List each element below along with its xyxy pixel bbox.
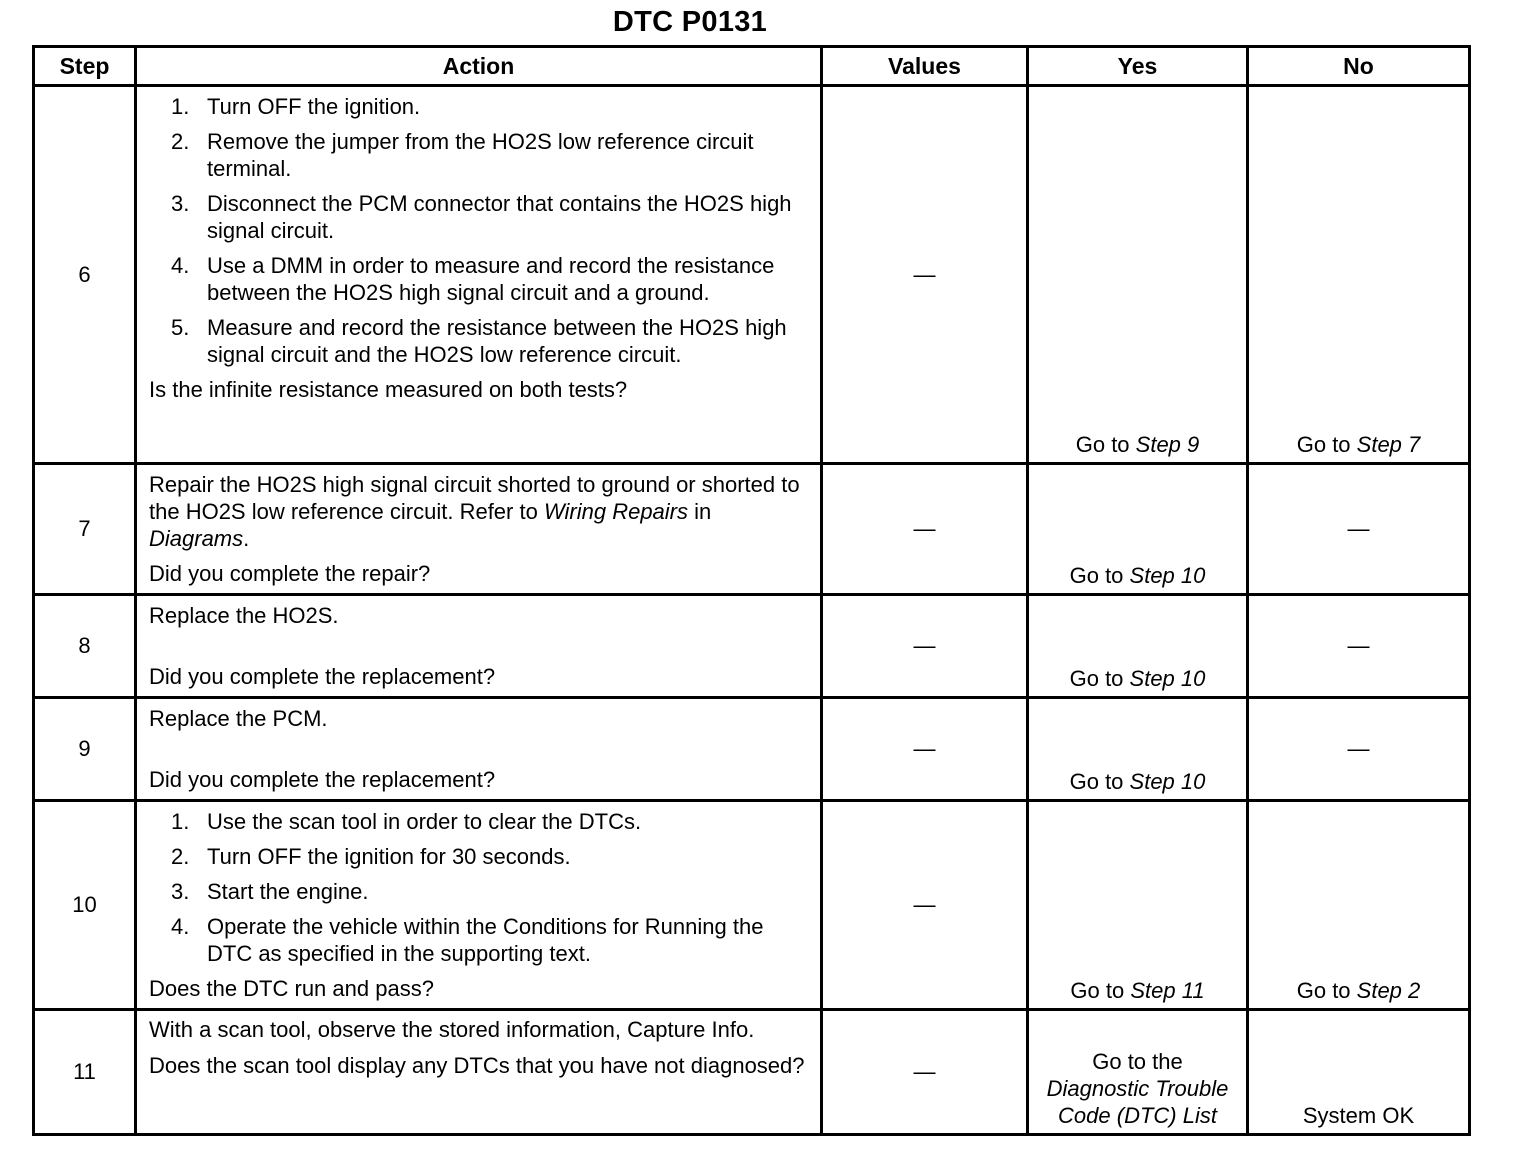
no-cell: — xyxy=(1248,595,1470,698)
action-question: Does the scan tool display any DTCs that you have not diagnosed? xyxy=(149,1053,805,1078)
no-cell: Go to Step 2 xyxy=(1248,801,1470,1010)
step-link[interactable]: Step 11 xyxy=(1130,978,1205,1003)
reference-link[interactable]: Diagrams xyxy=(149,526,244,551)
diagnostic-table xyxy=(32,45,1471,1136)
action-question: Did you complete the replacement? xyxy=(149,664,496,689)
no-cell: System OK xyxy=(1248,1010,1470,1135)
page-title: DTC P0131 xyxy=(612,6,768,38)
step-number: 10 xyxy=(34,801,136,1010)
table-row-step-11 xyxy=(34,1010,1470,1135)
action-cell xyxy=(136,86,822,464)
list-item: 3. Start the engine. xyxy=(171,879,369,904)
header-no: No xyxy=(1248,47,1470,86)
values-cell: — xyxy=(822,801,1028,1010)
header-values: Values xyxy=(822,47,1028,86)
yes-cell: Go to Step 10 xyxy=(1028,464,1248,595)
action-text: Replace the PCM. xyxy=(149,706,328,731)
dtc-list-link[interactable]: Diagnostic Trouble Code (DTC) List xyxy=(1046,1076,1229,1128)
step-link[interactable]: Step 10 xyxy=(1129,563,1206,588)
step-number: 8 xyxy=(34,595,136,698)
step-link[interactable]: Step 9 xyxy=(1135,432,1200,457)
action-list xyxy=(149,93,810,368)
values-cell: — xyxy=(822,464,1028,595)
table-row-step-6 xyxy=(34,86,1470,464)
step-link[interactable]: Step 2 xyxy=(1356,978,1421,1003)
values-cell: — xyxy=(822,595,1028,698)
action-cell xyxy=(136,464,822,595)
list-item: 3. Disconnect the PCM connector that contains the HO2S high signal circuit. xyxy=(171,191,792,243)
action-question: Did you complete the replacement? xyxy=(149,767,496,792)
no-cell: — xyxy=(1248,464,1470,595)
list-item: 4. Use a DMM in order to measure and record the resistance between the HO2S high signal circuit and a ground. xyxy=(171,253,775,305)
yes-cell: Go to Step 10 xyxy=(1028,698,1248,801)
header-row xyxy=(34,47,1470,86)
step-number: 11 xyxy=(34,1010,136,1135)
table-row-step-9 xyxy=(34,698,1470,801)
action-question: Did you complete the repair? xyxy=(149,561,431,586)
reference-link[interactable]: Wiring Repairs xyxy=(543,499,689,524)
step-number: 6 xyxy=(34,86,136,464)
action-question: Is the infinite resistance measured on both tests? xyxy=(149,377,628,402)
values-cell: — xyxy=(822,86,1028,464)
action-text: Repair the HO2S high signal circuit shorted to ground or shorted to the HO2S low reference circuit. Refer to Wiring Repairs in Diagrams. xyxy=(149,472,800,551)
list-item: 1. Use the scan tool in order to clear the DTCs. xyxy=(171,809,642,834)
step-number: 9 xyxy=(34,698,136,801)
step-link[interactable]: Step 10 xyxy=(1129,666,1206,691)
step-link[interactable]: Step 7 xyxy=(1356,432,1421,457)
header-yes: Yes xyxy=(1028,47,1248,86)
list-item: 2. Turn OFF the ignition for 30 seconds. xyxy=(171,844,571,869)
no-cell: Go to Step 7 xyxy=(1248,86,1470,464)
values-cell: — xyxy=(822,698,1028,801)
table-row-step-7 xyxy=(34,464,1470,595)
table-row-step-10 xyxy=(34,801,1470,1010)
no-cell: — xyxy=(1248,698,1470,801)
list-item: 1. Turn OFF the ignition. xyxy=(171,94,421,119)
header-step: Step xyxy=(34,47,136,86)
yes-prefix: Go to the xyxy=(1092,1049,1183,1074)
list-item: 5. Measure and record the resistance between the HO2S high signal circuit and the HO2S low reference circuit. xyxy=(171,315,787,367)
action-text: Replace the HO2S. xyxy=(149,603,339,628)
action-list xyxy=(149,808,810,967)
action-cell xyxy=(136,595,822,698)
yes-cell: Go to Step 10 xyxy=(1028,595,1248,698)
step-link[interactable]: Step 10 xyxy=(1129,769,1206,794)
list-item: 4. Operate the vehicle within the Conditions for Running the DTC as specified in the supporting text. xyxy=(171,914,764,966)
action-question: Does the DTC run and pass? xyxy=(149,976,434,1001)
yes-cell xyxy=(1028,1010,1248,1135)
list-item: 2. Remove the jumper from the HO2S low reference circuit terminal. xyxy=(171,129,754,181)
table-row-step-8 xyxy=(34,595,1470,698)
action-cell xyxy=(136,698,822,801)
action-cell xyxy=(136,801,822,1010)
yes-cell: Go to Step 9 xyxy=(1028,86,1248,464)
header-action: Action xyxy=(136,47,822,86)
action-cell xyxy=(136,1010,822,1135)
yes-cell: Go to Step 11 xyxy=(1028,801,1248,1010)
step-number: 7 xyxy=(34,464,136,595)
values-cell: — xyxy=(822,1010,1028,1135)
action-text: With a scan tool, observe the stored information, Capture Info. xyxy=(149,1017,755,1042)
